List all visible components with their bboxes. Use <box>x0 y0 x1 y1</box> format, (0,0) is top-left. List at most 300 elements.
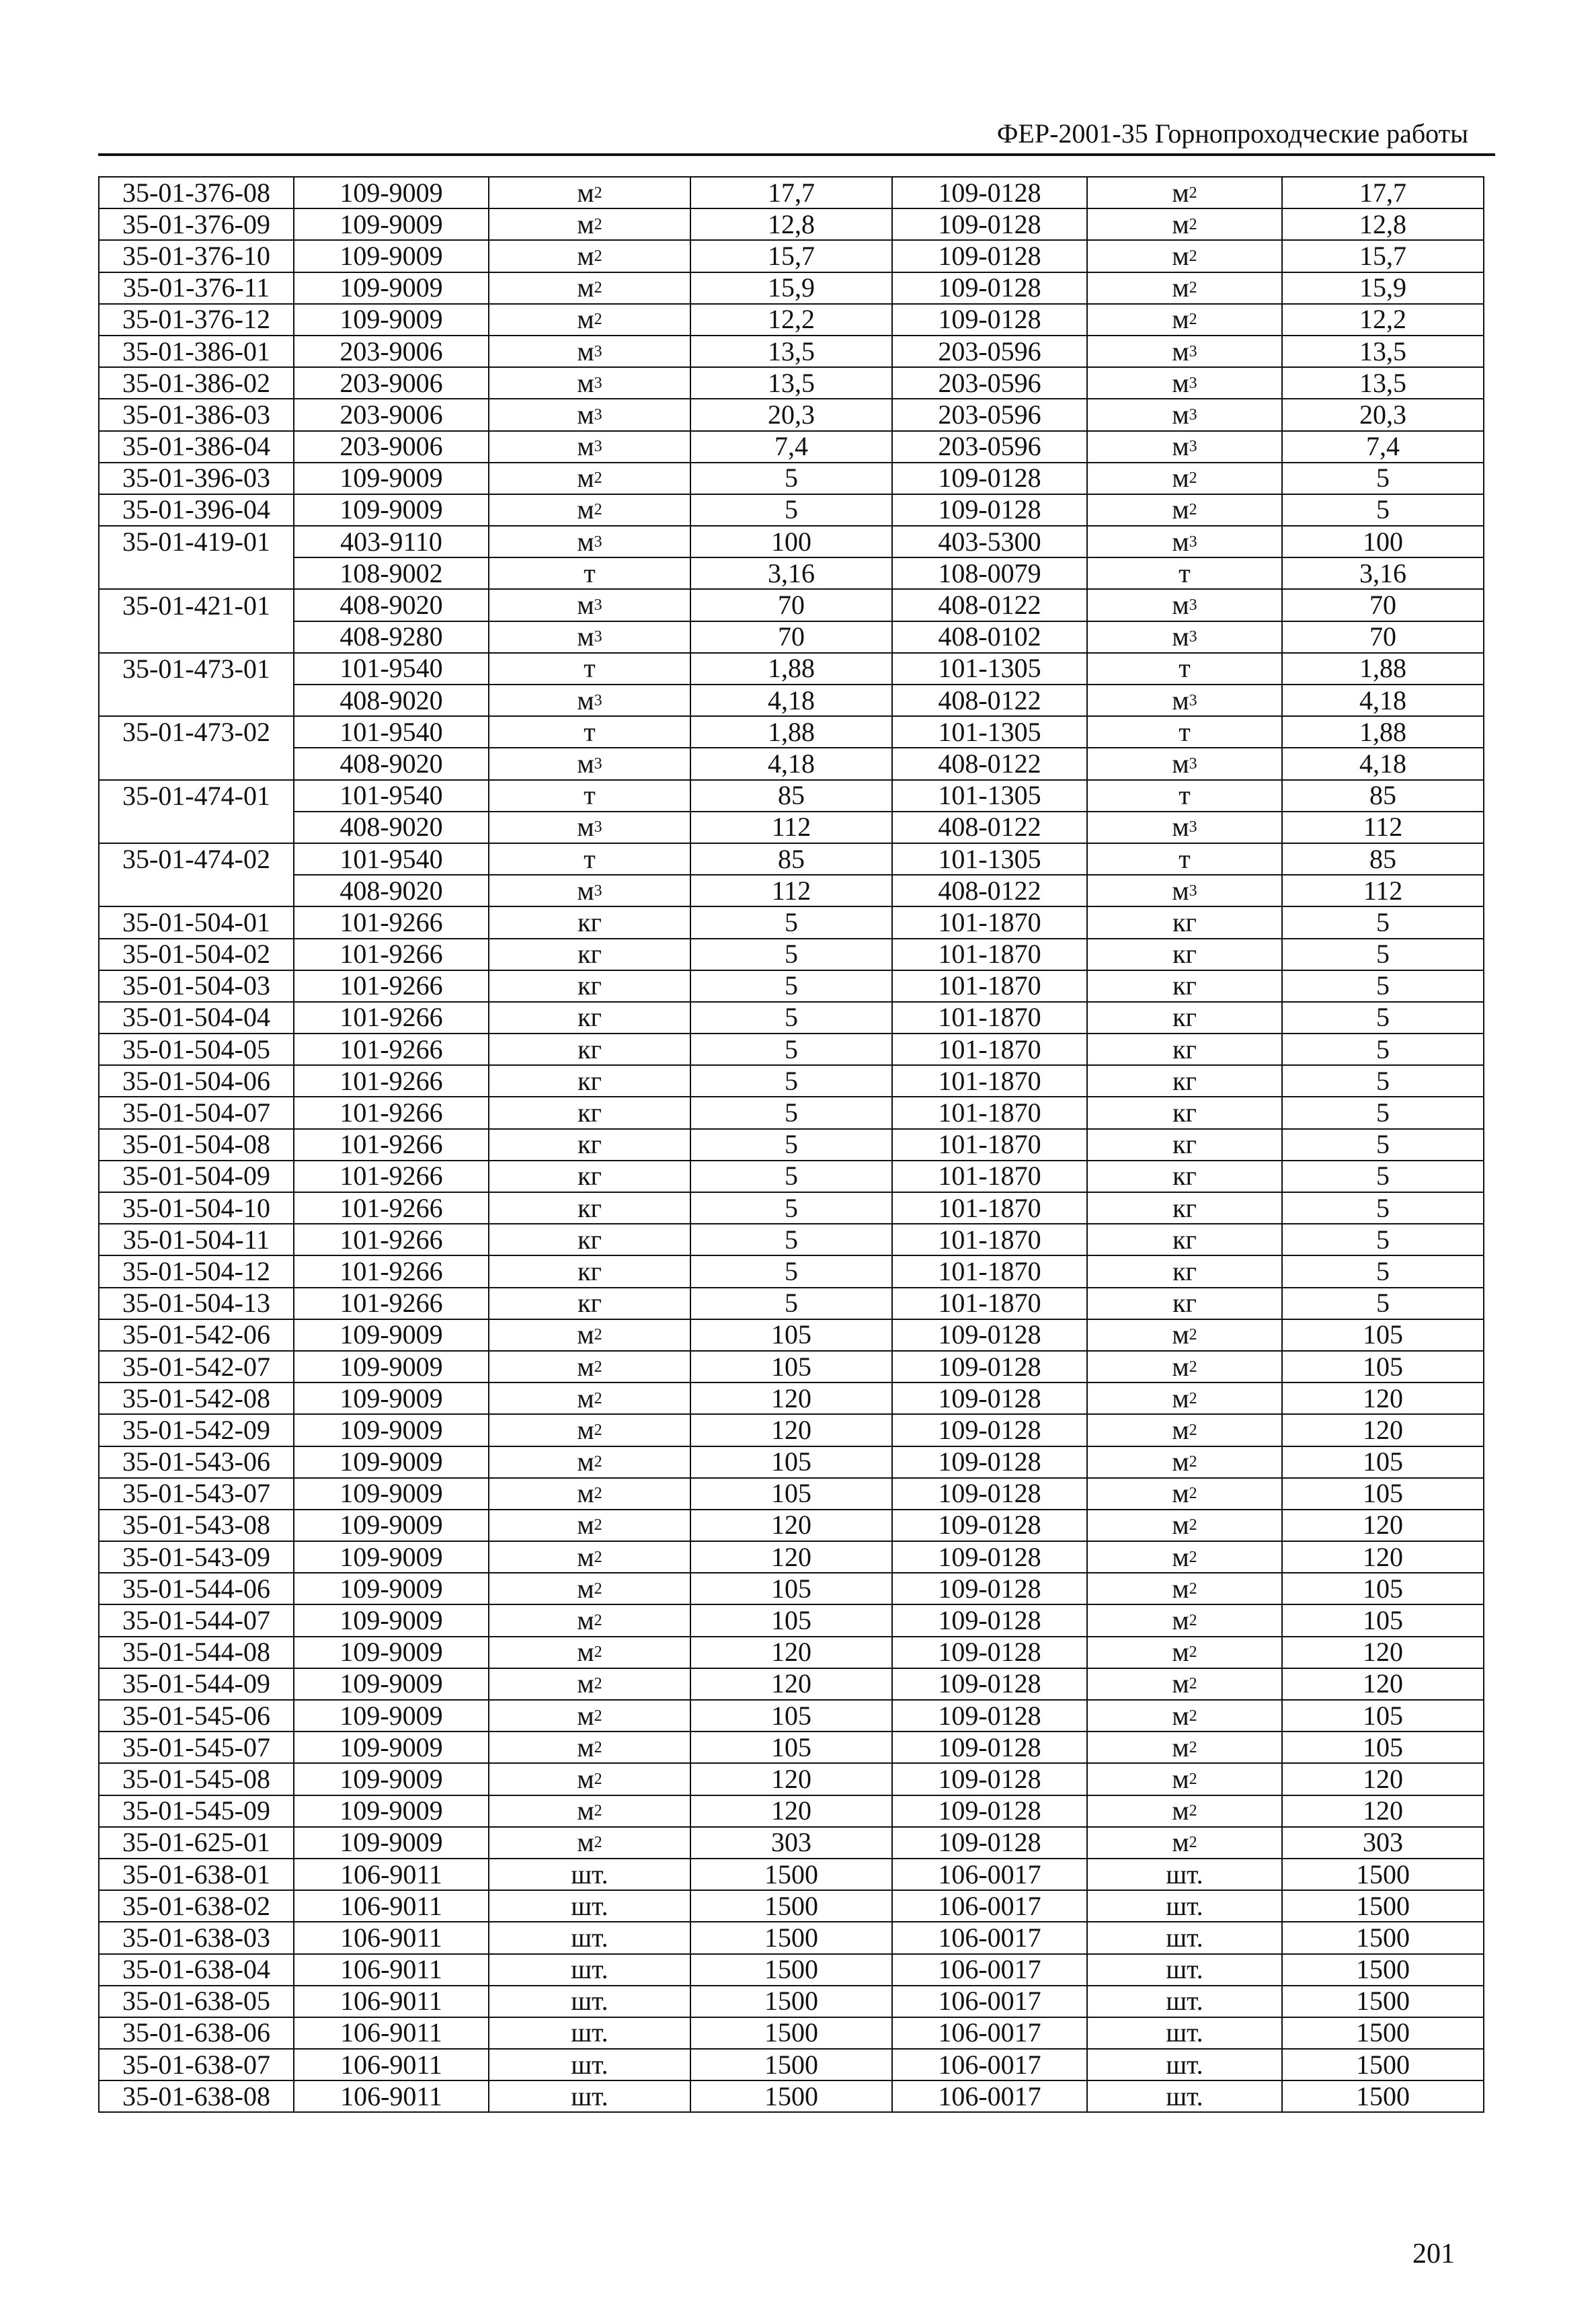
replacement-quantity-cell: 70 <box>1282 589 1484 621</box>
code-cell <box>99 875 294 906</box>
page-number: 201 <box>1412 2238 1455 2269</box>
replacement-quantity-cell: 105 <box>1282 1700 1484 1731</box>
quantity-cell: 5 <box>690 906 892 938</box>
replacement-code-cell: 109-0128 <box>892 1478 1087 1510</box>
unit-cell <box>489 208 690 240</box>
table-row <box>99 589 1484 621</box>
unit-label: кг <box>577 1255 602 1286</box>
replacement-unit-cell <box>1087 1414 1282 1446</box>
resource-code-cell: 109-9009 <box>294 1604 489 1636</box>
unit-label: кг <box>1172 1034 1197 1064</box>
unit-exponent: 2 <box>594 215 602 233</box>
replacement-quantity-cell: 1500 <box>1282 2080 1484 2112</box>
unit-cell <box>489 1002 690 1034</box>
replacement-unit-cell <box>1087 1446 1282 1478</box>
replacement-unit-cell <box>1087 1827 1282 1859</box>
unit-exponent: 2 <box>594 1326 602 1344</box>
code-cell: 35-01-638-01 <box>99 1859 294 1890</box>
replacement-unit-cell <box>1087 1668 1282 1700</box>
unit-label: т <box>1179 716 1191 747</box>
replacement-quantity-cell: 120 <box>1282 1668 1484 1700</box>
unit-label: м <box>577 748 594 779</box>
code-cell: 35-01-421-01 <box>99 589 294 621</box>
replacement-quantity-cell: 5 <box>1282 1002 1484 1034</box>
replacement-quantity-cell: 5 <box>1282 1065 1484 1097</box>
resource-code-cell: 101-9266 <box>294 1065 489 1097</box>
unit-exponent: 3 <box>594 628 602 646</box>
unit-cell <box>489 367 690 399</box>
unit-label: кг <box>577 939 602 970</box>
replacement-quantity-cell: 5 <box>1282 463 1484 494</box>
unit-label: м <box>1172 240 1189 271</box>
unit-label: кг <box>1172 1097 1197 1128</box>
quantity-cell: 85 <box>690 780 892 812</box>
code-cell: 35-01-376-10 <box>99 240 294 272</box>
replacement-code-cell: 101-1305 <box>892 843 1087 875</box>
unit-cell <box>489 748 690 779</box>
replacement-quantity-cell: 5 <box>1282 1129 1484 1161</box>
code-cell: 35-01-504-07 <box>99 1097 294 1128</box>
unit-cell <box>489 1573 690 1604</box>
unit-exponent: 2 <box>594 1453 602 1471</box>
unit-label: м <box>1172 399 1189 430</box>
replacement-quantity-cell: 105 <box>1282 1478 1484 1510</box>
unit-label: м <box>1172 812 1189 843</box>
unit-label: м <box>577 1510 594 1541</box>
replacement-code-cell: 109-0128 <box>892 272 1087 304</box>
table-row <box>99 1288 1484 1319</box>
code-cell: 35-01-545-07 <box>99 1731 294 1763</box>
unit-cell <box>489 1224 690 1255</box>
replacement-code-cell: 101-1870 <box>892 1002 1087 1034</box>
resource-code-cell: 101-9540 <box>294 653 489 685</box>
quantity-cell: 120 <box>690 1414 892 1446</box>
unit-label: кг <box>577 1002 602 1033</box>
unit-label: м <box>577 812 594 843</box>
unit-label: м <box>1172 1605 1189 1636</box>
table-row <box>99 1002 1484 1034</box>
resource-code-cell: 101-9266 <box>294 939 489 970</box>
unit-cell <box>489 1731 690 1763</box>
replacement-unit-cell <box>1087 2049 1282 2080</box>
unit-exponent: 2 <box>1189 1643 1197 1662</box>
resource-code-cell: 101-9540 <box>294 843 489 875</box>
replacement-quantity-cell: 13,5 <box>1282 367 1484 399</box>
unit-label: т <box>1179 780 1191 811</box>
resource-code-cell: 109-9009 <box>294 1414 489 1446</box>
unit-cell <box>489 1478 690 1510</box>
code-cell: 35-01-638-05 <box>99 1986 294 2017</box>
replacement-code-cell: 109-0128 <box>892 1414 1087 1446</box>
replacement-unit-cell <box>1087 621 1282 653</box>
replacement-quantity-cell: 105 <box>1282 1446 1484 1478</box>
quantity-cell: 112 <box>690 812 892 843</box>
quantity-cell: 7,4 <box>690 431 892 463</box>
replacement-unit-cell <box>1087 1002 1282 1034</box>
table-row <box>99 526 1484 557</box>
resource-code-cell: 106-9011 <box>294 2080 489 2112</box>
quantity-cell: 1500 <box>690 1859 892 1890</box>
replacement-quantity-cell: 4,18 <box>1282 685 1484 716</box>
unit-label: м <box>1172 494 1189 525</box>
unit-cell <box>489 1604 690 1636</box>
code-cell: 35-01-386-01 <box>99 336 294 367</box>
unit-exponent: 2 <box>594 184 602 202</box>
unit-label: т <box>584 716 596 747</box>
code-cell: 35-01-376-08 <box>99 177 294 208</box>
resource-code-cell: 108-9002 <box>294 557 489 589</box>
code-cell <box>99 685 294 716</box>
unit-label: кг <box>577 1097 602 1128</box>
unit-exponent: 2 <box>1189 1770 1197 1788</box>
table-row <box>99 1129 1484 1161</box>
unit-exponent: 2 <box>594 1802 602 1820</box>
unit-exponent: 2 <box>594 1834 602 1852</box>
unit-cell <box>489 1795 690 1827</box>
replacement-unit-cell <box>1087 1637 1282 1668</box>
quantity-cell: 3,16 <box>690 557 892 589</box>
table-row <box>99 1731 1484 1763</box>
unit-label: кг <box>1172 1002 1197 1033</box>
replacement-quantity-cell: 5 <box>1282 1097 1484 1128</box>
unit-cell <box>489 1510 690 1541</box>
unit-label: м <box>577 304 594 335</box>
table-row <box>99 939 1484 970</box>
unit-cell <box>489 2017 690 2049</box>
unit-label: шт. <box>571 1859 608 1890</box>
replacement-unit-cell <box>1087 1954 1282 1986</box>
unit-label: м <box>577 494 594 525</box>
unit-label: кг <box>1172 1192 1197 1223</box>
table-row <box>99 1668 1484 1700</box>
unit-exponent: 2 <box>1189 1548 1197 1566</box>
unit-cell <box>489 557 690 589</box>
unit-label: м <box>577 208 594 239</box>
unit-exponent: 2 <box>1189 279 1197 297</box>
table-row <box>99 970 1484 1002</box>
unit-exponent: 3 <box>1189 533 1197 551</box>
replacement-unit-cell <box>1087 1129 1282 1161</box>
replacement-unit-cell <box>1087 1986 1282 2017</box>
quantity-cell: 20,3 <box>690 399 892 430</box>
unit-exponent: 3 <box>1189 818 1197 836</box>
unit-label: м <box>1172 1351 1189 1382</box>
resource-code-cell: 109-9009 <box>294 494 489 526</box>
replacement-quantity-cell: 105 <box>1282 1351 1484 1383</box>
replacement-quantity-cell: 5 <box>1282 1224 1484 1255</box>
unit-label: т <box>584 653 596 684</box>
table-row <box>99 494 1484 526</box>
code-cell: 35-01-504-09 <box>99 1161 294 1192</box>
code-cell: 35-01-504-02 <box>99 939 294 970</box>
replacement-code-cell: 109-0128 <box>892 1510 1087 1541</box>
quantity-cell: 5 <box>690 1255 892 1287</box>
resource-code-cell: 106-9011 <box>294 1986 489 2017</box>
replacement-code-cell: 106-0017 <box>892 1890 1087 1922</box>
quantity-cell: 120 <box>690 1383 892 1414</box>
unit-label: шт. <box>1166 1859 1203 1890</box>
unit-exponent: 3 <box>1189 882 1197 900</box>
unit-label: м <box>577 621 594 652</box>
table-row <box>99 1700 1484 1731</box>
unit-exponent: 2 <box>1189 1485 1197 1503</box>
table-row <box>99 843 1484 875</box>
unit-label: кг <box>577 1129 602 1160</box>
table-row <box>99 621 1484 653</box>
unit-label: кг <box>1172 1224 1197 1255</box>
replacement-code-cell: 109-0128 <box>892 240 1087 272</box>
unit-label: м <box>577 1795 594 1826</box>
replacement-unit-cell <box>1087 939 1282 970</box>
unit-cell <box>489 1446 690 1478</box>
quantity-cell: 120 <box>690 1541 892 1573</box>
replacement-code-cell: 109-0128 <box>892 1731 1087 1763</box>
unit-cell <box>489 1065 690 1097</box>
replacement-quantity-cell: 112 <box>1282 875 1484 906</box>
unit-exponent: 2 <box>1189 1326 1197 1344</box>
unit-cell <box>489 1541 690 1573</box>
unit-cell <box>489 1637 690 1668</box>
replacement-unit-cell <box>1087 336 1282 367</box>
resource-code-cell: 109-9009 <box>294 1827 489 1859</box>
unit-exponent: 2 <box>1189 1580 1197 1598</box>
unit-label: м <box>577 1637 594 1668</box>
quantity-cell: 5 <box>690 939 892 970</box>
replacement-quantity-cell: 112 <box>1282 812 1484 843</box>
unit-label: м <box>1172 1731 1189 1762</box>
code-cell: 35-01-504-04 <box>99 1002 294 1034</box>
code-cell: 35-01-544-08 <box>99 1637 294 1668</box>
unit-exponent: 2 <box>594 1770 602 1788</box>
quantity-cell: 15,7 <box>690 240 892 272</box>
resource-code-cell: 101-9266 <box>294 970 489 1002</box>
replacement-unit-cell <box>1087 748 1282 779</box>
unit-exponent: 2 <box>594 1516 602 1534</box>
replacement-quantity-cell: 85 <box>1282 780 1484 812</box>
replacement-code-cell: 101-1870 <box>892 939 1087 970</box>
replacement-code-cell: 403-5300 <box>892 526 1087 557</box>
unit-label: м <box>577 1700 594 1731</box>
quantity-cell: 105 <box>690 1478 892 1510</box>
unit-label: м <box>577 590 594 621</box>
unit-cell <box>489 1383 690 1414</box>
unit-label: м <box>577 685 594 715</box>
replacement-code-cell: 101-1305 <box>892 716 1087 748</box>
unit-label: м <box>1172 208 1189 239</box>
resource-code-cell: 106-9011 <box>294 1890 489 1922</box>
replacement-unit-cell <box>1087 780 1282 812</box>
unit-exponent: 2 <box>594 279 602 297</box>
replacement-unit-cell <box>1087 1034 1282 1065</box>
replacement-quantity-cell: 5 <box>1282 970 1484 1002</box>
resource-code-cell: 101-9266 <box>294 1129 489 1161</box>
unit-exponent: 3 <box>1189 596 1197 615</box>
quantity-cell: 5 <box>690 1129 892 1161</box>
unit-label: шт. <box>1166 1922 1203 1953</box>
quantity-cell: 5 <box>690 1224 892 1255</box>
unit-cell <box>489 1129 690 1161</box>
table-row <box>99 1763 1484 1795</box>
resource-code-cell: 408-9280 <box>294 621 489 653</box>
replacement-quantity-cell: 105 <box>1282 1604 1484 1636</box>
quantity-cell: 105 <box>690 1731 892 1763</box>
table-row <box>99 2080 1484 2112</box>
unit-exponent: 3 <box>594 882 602 900</box>
resource-code-cell: 203-9006 <box>294 367 489 399</box>
quantity-cell: 70 <box>690 621 892 653</box>
unit-label: м <box>577 1383 594 1413</box>
code-cell: 35-01-419-01 <box>99 526 294 557</box>
quantity-cell: 105 <box>690 1446 892 1478</box>
unit-label: м <box>577 875 594 906</box>
replacement-unit-cell <box>1087 1731 1282 1763</box>
unit-cell <box>489 1097 690 1128</box>
unit-cell <box>489 1414 690 1446</box>
replacement-quantity-cell: 70 <box>1282 621 1484 653</box>
unit-label: шт. <box>571 2017 608 2048</box>
table-row <box>99 1859 1484 1890</box>
table-row <box>99 1446 1484 1478</box>
replacement-code-cell: 109-0128 <box>892 208 1087 240</box>
replacement-quantity-cell: 120 <box>1282 1541 1484 1573</box>
unit-cell <box>489 272 690 304</box>
unit-label: м <box>1172 336 1189 366</box>
unit-exponent: 2 <box>1189 469 1197 488</box>
replacement-code-cell: 106-0017 <box>892 1922 1087 1953</box>
code-cell: 35-01-504-05 <box>99 1034 294 1065</box>
unit-cell <box>489 812 690 843</box>
code-cell: 35-01-543-09 <box>99 1541 294 1573</box>
table-row <box>99 463 1484 494</box>
unit-label: м <box>1172 1827 1189 1858</box>
unit-cell <box>489 1986 690 2017</box>
unit-exponent: 3 <box>594 691 602 709</box>
quantity-cell: 1500 <box>690 1986 892 2017</box>
unit-label: кг <box>1172 1065 1197 1096</box>
unit-cell <box>489 526 690 557</box>
code-cell: 35-01-638-04 <box>99 1954 294 1986</box>
unit-cell <box>489 431 690 463</box>
replacement-unit-cell <box>1087 1859 1282 1890</box>
replacement-code-cell: 109-0128 <box>892 1795 1087 1827</box>
unit-label: м <box>1172 685 1189 715</box>
replacement-quantity-cell: 1500 <box>1282 1986 1484 2017</box>
resource-code-cell: 101-9266 <box>294 1288 489 1319</box>
quantity-cell: 105 <box>690 1604 892 1636</box>
replacement-unit-cell <box>1087 557 1282 589</box>
unit-exponent: 2 <box>594 1548 602 1566</box>
unit-label: м <box>1172 1383 1189 1413</box>
unit-cell <box>489 336 690 367</box>
replacement-quantity-cell: 303 <box>1282 1827 1484 1859</box>
replacement-code-cell: 108-0079 <box>892 557 1087 589</box>
table-row <box>99 1986 1484 2017</box>
replacement-unit-cell <box>1087 1351 1282 1383</box>
replacement-unit-cell <box>1087 304 1282 336</box>
replacement-unit-cell <box>1087 716 1282 748</box>
unit-label: шт. <box>571 1922 608 1953</box>
table-row <box>99 1604 1484 1636</box>
resource-code-cell: 109-9009 <box>294 304 489 336</box>
quantity-cell: 5 <box>690 1192 892 1224</box>
code-cell: 35-01-386-03 <box>99 399 294 430</box>
replacement-unit-cell <box>1087 1192 1282 1224</box>
table-row <box>99 906 1484 938</box>
quantity-cell: 5 <box>690 1161 892 1192</box>
code-cell: 35-01-386-04 <box>99 431 294 463</box>
resource-code-cell: 408-9020 <box>294 875 489 906</box>
unit-label: кг <box>577 1065 602 1096</box>
unit-label: шт. <box>571 2080 608 2111</box>
code-cell: 35-01-504-10 <box>99 1192 294 1224</box>
unit-label: м <box>1172 431 1189 462</box>
replacement-code-cell: 203-0596 <box>892 367 1087 399</box>
unit-label: м <box>577 1827 594 1858</box>
quantity-cell: 85 <box>690 843 892 875</box>
unit-label: м <box>577 177 594 208</box>
replacement-quantity-cell: 5 <box>1282 906 1484 938</box>
unit-cell <box>489 1700 690 1731</box>
replacement-code-cell: 106-0017 <box>892 2017 1087 2049</box>
quantity-cell: 100 <box>690 526 892 557</box>
resource-code-cell: 106-9011 <box>294 1954 489 1986</box>
replacement-quantity-cell: 4,18 <box>1282 748 1484 779</box>
unit-label: м <box>1172 1668 1189 1699</box>
unit-label: кг <box>577 906 602 937</box>
unit-label: кг <box>1172 1129 1197 1160</box>
unit-cell <box>489 1192 690 1224</box>
unit-label: м <box>1172 367 1189 398</box>
unit-exponent: 3 <box>594 533 602 551</box>
unit-label: шт. <box>571 1954 608 1985</box>
resource-code-cell: 109-9009 <box>294 208 489 240</box>
resource-code-cell: 101-9266 <box>294 1002 489 1034</box>
unit-cell <box>489 875 690 906</box>
unit-cell <box>489 1288 690 1319</box>
code-cell: 35-01-376-11 <box>99 272 294 304</box>
replacement-code-cell: 101-1870 <box>892 1255 1087 1287</box>
unit-exponent: 3 <box>1189 691 1197 709</box>
resource-code-cell: 109-9009 <box>294 1731 489 1763</box>
code-cell: 35-01-504-03 <box>99 970 294 1002</box>
resource-code-cell: 408-9020 <box>294 748 489 779</box>
quantity-cell: 1,88 <box>690 716 892 748</box>
quantity-cell: 1500 <box>690 2017 892 2049</box>
table-row <box>99 780 1484 812</box>
resource-code-cell: 106-9011 <box>294 1922 489 1953</box>
code-cell: 35-01-386-02 <box>99 367 294 399</box>
code-cell: 35-01-542-07 <box>99 1351 294 1383</box>
replacement-unit-cell <box>1087 875 1282 906</box>
unit-cell <box>489 399 690 430</box>
unit-exponent: 2 <box>594 469 602 488</box>
resource-code-cell: 101-9266 <box>294 1192 489 1224</box>
replacement-unit-cell <box>1087 208 1282 240</box>
resource-code-cell: 203-9006 <box>294 399 489 430</box>
code-cell <box>99 812 294 843</box>
replacement-unit-cell <box>1087 1065 1282 1097</box>
unit-exponent: 3 <box>594 342 602 360</box>
replacement-unit-cell <box>1087 970 1282 1002</box>
replacement-code-cell: 109-0128 <box>892 1351 1087 1383</box>
unit-exponent: 2 <box>1189 1802 1197 1820</box>
replacement-unit-cell <box>1087 1795 1282 1827</box>
replacement-unit-cell <box>1087 240 1282 272</box>
replacement-code-cell: 109-0128 <box>892 1383 1087 1414</box>
unit-exponent: 3 <box>1189 438 1197 456</box>
resource-code-cell: 109-9009 <box>294 463 489 494</box>
replacement-code-cell: 109-0128 <box>892 304 1087 336</box>
